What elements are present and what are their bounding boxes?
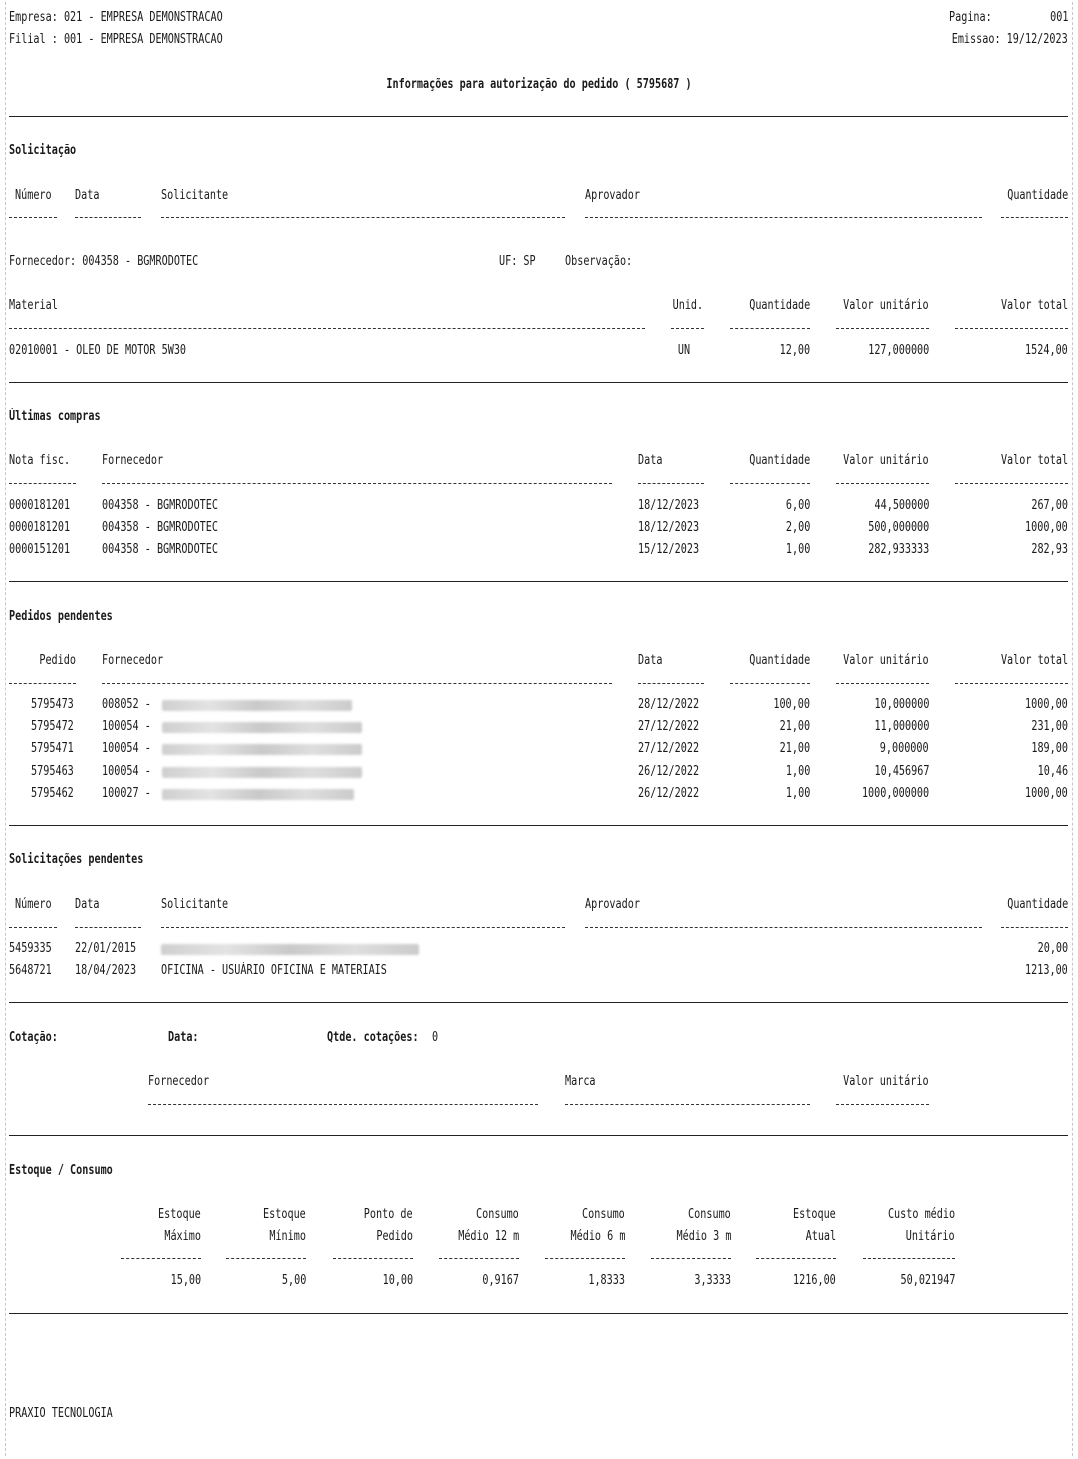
col-solicitante: Solicitante — [161, 897, 229, 912]
col-underline — [730, 483, 810, 484]
col-numero: Número — [15, 897, 52, 912]
pedido-valor-total: 1000,00 — [1025, 786, 1068, 801]
compra-quantidade: 6,00 — [785, 498, 810, 513]
col-underline — [9, 683, 76, 684]
col-valor-unitario: Valor unitário — [843, 1074, 929, 1089]
col-underline — [836, 1104, 929, 1105]
pedido-quantidade: 1,00 — [785, 764, 810, 779]
solicitacao-solicitante: OFICINA - USUÁRIO OFICINA E MATERIAIS — [161, 963, 387, 978]
col-underline — [730, 683, 810, 684]
solicitacao-quantidade: 20,00 — [1037, 941, 1068, 956]
col-underline — [545, 1258, 625, 1259]
material-unid: UN — [677, 343, 691, 358]
estoque-header-line2: Médio 12 m — [457, 1229, 519, 1244]
estoque-value: 5,00 — [281, 1273, 306, 1288]
col-underline — [161, 927, 565, 928]
compra-nota: 0000181201 — [9, 498, 71, 513]
col-underline — [651, 1258, 731, 1259]
col-numero: Número — [15, 188, 52, 203]
estoque-header-line1: Estoque — [158, 1207, 201, 1222]
section-title-solicitacao: Solicitação — [9, 143, 77, 158]
compra-valor-unitario: 44,500000 — [874, 498, 929, 513]
section-title-ultimas-compras: Últimas compras — [9, 409, 101, 424]
pedido-valor-total: 189,00 — [1031, 741, 1068, 756]
pedido-valor-unitario: 11,000000 — [874, 719, 929, 734]
estoque-value: 1,8333 — [588, 1273, 625, 1288]
pedido-numero: 5795473 — [31, 697, 74, 712]
col-material: Material — [9, 298, 58, 313]
col-valor-total: Valor total — [1000, 453, 1068, 468]
cotacao-qtde-value: 0 — [432, 1030, 439, 1045]
pedido-fornecedor: 100027 - — [102, 786, 151, 801]
compra-valor-total: 267,00 — [1031, 498, 1068, 513]
pedido-quantidade: 1,00 — [785, 786, 810, 801]
col-underline — [730, 328, 810, 329]
compra-fornecedor: 004358 - BGMRODOTEC — [102, 520, 219, 535]
col-data: Data — [638, 653, 663, 668]
col-underline — [955, 483, 1068, 484]
compra-nota: 0000151201 — [9, 542, 71, 557]
compra-nota: 0000181201 — [9, 520, 71, 535]
col-underline — [9, 927, 57, 928]
col-quantidade: Quantidade — [748, 653, 810, 668]
pedido-valor-unitario: 1000,000000 — [861, 786, 929, 801]
col-underline — [836, 328, 929, 329]
estoque-header-line1: Ponto de — [364, 1207, 413, 1222]
section-title-estoque: Estoque / Consumo — [9, 1163, 113, 1178]
estoque-header-line2: Médio 3 m — [676, 1229, 731, 1244]
col-fornecedor: Fornecedor — [148, 1074, 210, 1089]
estoque-header-line1: Estoque — [263, 1207, 306, 1222]
compra-fornecedor: 004358 - BGMRODOTEC — [102, 498, 219, 513]
col-underline — [671, 328, 704, 329]
solicitacao-numero: 5459335 — [9, 941, 52, 956]
estoque-header-line1: Consumo — [476, 1207, 519, 1222]
header-empresa: Empresa: 021 - EMPRESA DEMONSTRACAO — [9, 10, 223, 25]
pedido-quantidade: 21,00 — [779, 741, 810, 756]
estoque-header-line1: Consumo — [688, 1207, 731, 1222]
estoque-header-line2: Mínimo — [269, 1229, 306, 1244]
fornecedor-uf: UF: SP — [499, 254, 536, 269]
pedido-fornecedor: 100054 - — [102, 719, 151, 734]
fornecedor-label: Fornecedor: 004358 - BGMRODOTEC — [9, 254, 199, 269]
col-fornecedor: Fornecedor — [102, 453, 164, 468]
compra-data: 18/12/2023 — [638, 520, 700, 535]
material-valor-total: 1524,00 — [1025, 343, 1068, 358]
pedido-numero: 5795472 — [31, 719, 74, 734]
section-title-pedidos-pendentes: Pedidos pendentes — [9, 609, 113, 624]
col-underline — [75, 927, 141, 928]
pedido-valor-total: 231,00 — [1031, 719, 1068, 734]
pedido-numero: 5795463 — [31, 764, 74, 779]
estoque-header-line2: Médio 6 m — [570, 1229, 625, 1244]
divider — [9, 581, 1068, 582]
col-marca: Marca — [565, 1074, 596, 1089]
col-pedido: Pedido — [39, 653, 76, 668]
col-underline — [756, 1258, 836, 1259]
pedido-fornecedor: 008052 - — [102, 697, 151, 712]
header-emissao: Emissao: 19/12/2023 — [951, 32, 1068, 47]
redacted-text — [162, 722, 362, 733]
pedido-fornecedor: 100054 - — [102, 764, 151, 779]
pedido-data: 27/12/2022 — [638, 719, 700, 734]
col-underline — [9, 328, 645, 329]
col-valor-total: Valor total — [1000, 298, 1068, 313]
col-valor-total: Valor total — [1000, 653, 1068, 668]
estoque-header-line2: Máximo — [164, 1229, 201, 1244]
pedido-valor-unitario: 9,000000 — [880, 741, 929, 756]
page-title: Informações para autorização do pedido ( 5795687 ) — [386, 77, 692, 92]
col-underline — [226, 1258, 306, 1259]
redacted-text — [162, 700, 352, 711]
footer-company: PRAXIO TECNOLOGIA — [9, 1406, 113, 1421]
col-quantidade: Quantidade — [748, 453, 810, 468]
col-underline — [121, 1258, 201, 1259]
header-pagina-value: 001 — [1049, 10, 1068, 25]
col-data: Data — [75, 188, 100, 203]
col-underline — [1001, 217, 1068, 218]
col-underline — [836, 683, 929, 684]
col-underline — [333, 1258, 413, 1259]
col-underline — [585, 217, 982, 218]
col-quantidade: Quantidade — [748, 298, 810, 313]
redacted-text — [162, 744, 362, 755]
pedido-data: 26/12/2022 — [638, 764, 700, 779]
material-name: 02010001 - OLEO DE MOTOR 5W30 — [9, 343, 187, 358]
col-underline — [565, 1104, 810, 1105]
pedido-quantidade: 100,00 — [773, 697, 810, 712]
col-underline — [638, 683, 704, 684]
pedido-numero: 5795471 — [31, 741, 74, 756]
col-nota-fisc: Nota fisc. — [9, 453, 71, 468]
cotacao-data-label: Data: — [168, 1030, 199, 1045]
col-quantidade: Quantidade — [1006, 188, 1068, 203]
col-underline — [9, 217, 57, 218]
estoque-header-line1: Custo médio — [887, 1207, 955, 1222]
col-underline — [148, 1104, 538, 1105]
header-filial: Filial : 001 - EMPRESA DEMONSTRACAO — [9, 32, 223, 47]
cotacao-qtde-label: Qtde. cotações: — [327, 1030, 419, 1045]
pedido-data: 27/12/2022 — [638, 741, 700, 756]
col-quantidade: Quantidade — [1006, 897, 1068, 912]
pedido-numero: 5795462 — [31, 786, 74, 801]
col-underline — [638, 483, 704, 484]
estoque-header-line2: Unitário — [906, 1229, 955, 1244]
compra-data: 18/12/2023 — [638, 498, 700, 513]
pedido-valor-total: 1000,00 — [1025, 697, 1068, 712]
divider — [9, 1135, 1068, 1136]
compra-data: 15/12/2023 — [638, 542, 700, 557]
fornecedor-observacao: Observação: — [565, 254, 633, 269]
col-underline — [102, 483, 612, 484]
estoque-value: 3,3333 — [694, 1273, 731, 1288]
col-underline — [955, 683, 1068, 684]
compra-quantidade: 2,00 — [785, 520, 810, 535]
divider — [9, 116, 1068, 117]
redacted-text — [162, 767, 362, 778]
material-quantidade: 12,00 — [779, 343, 810, 358]
divider — [9, 382, 1068, 383]
col-aprovador: Aprovador — [585, 897, 640, 912]
col-valor-unitario: Valor unitário — [843, 653, 929, 668]
divider — [9, 1313, 1068, 1314]
col-underline — [836, 483, 929, 484]
compra-valor-unitario: 500,000000 — [867, 520, 929, 535]
estoque-header-line1: Consumo — [582, 1207, 625, 1222]
col-underline — [1001, 927, 1068, 928]
pedido-valor-total: 10,46 — [1037, 764, 1068, 779]
col-underline — [955, 328, 1068, 329]
compra-quantidade: 1,00 — [785, 542, 810, 557]
pedido-fornecedor: 100054 - — [102, 741, 151, 756]
section-title-solicitacoes-pendentes: Solicitações pendentes — [9, 852, 144, 867]
col-underline — [863, 1258, 955, 1259]
compra-valor-total: 282,93 — [1031, 542, 1068, 557]
divider — [9, 1002, 1068, 1003]
compra-valor-total: 1000,00 — [1025, 520, 1068, 535]
solicitacao-data: 18/04/2023 — [75, 963, 137, 978]
col-underline — [102, 683, 612, 684]
col-solicitante: Solicitante — [161, 188, 229, 203]
col-data: Data — [638, 453, 663, 468]
col-valor-unitario: Valor unitário — [843, 298, 929, 313]
pedido-valor-unitario: 10,456967 — [874, 764, 929, 779]
estoque-value: 10,00 — [382, 1273, 413, 1288]
col-data: Data — [75, 897, 100, 912]
redacted-text — [162, 789, 354, 800]
pedido-quantidade: 21,00 — [779, 719, 810, 734]
pedido-data: 28/12/2022 — [638, 697, 700, 712]
estoque-value: 50,021947 — [900, 1273, 955, 1288]
material-valor-unitario: 127,000000 — [867, 343, 929, 358]
col-underline — [439, 1258, 519, 1259]
estoque-header-line2: Pedido — [376, 1229, 413, 1244]
redacted-text — [161, 944, 419, 955]
compra-valor-unitario: 282,933333 — [867, 542, 929, 557]
estoque-value: 15,00 — [170, 1273, 201, 1288]
col-underline — [75, 217, 141, 218]
solicitacao-quantidade: 1213,00 — [1025, 963, 1068, 978]
pedido-data: 26/12/2022 — [638, 786, 700, 801]
col-underline — [161, 217, 565, 218]
solicitacao-data: 22/01/2015 — [75, 941, 137, 956]
compra-fornecedor: 004358 - BGMRODOTEC — [102, 542, 219, 557]
col-fornecedor: Fornecedor — [102, 653, 164, 668]
estoque-value: 0,9167 — [482, 1273, 519, 1288]
col-underline — [585, 927, 982, 928]
estoque-header-line1: Estoque — [793, 1207, 836, 1222]
pedido-valor-unitario: 10,000000 — [874, 697, 929, 712]
col-aprovador: Aprovador — [585, 188, 640, 203]
solicitacao-numero: 5648721 — [9, 963, 52, 978]
col-unid: Unid. — [672, 298, 703, 313]
col-underline — [9, 483, 76, 484]
estoque-header-line2: Atual — [805, 1229, 836, 1244]
col-valor-unitario: Valor unitário — [843, 453, 929, 468]
divider — [9, 825, 1068, 826]
estoque-value: 1216,00 — [793, 1273, 836, 1288]
header-pagina-label: Pagina: — [949, 10, 992, 25]
cotacao-label: Cotação: — [9, 1030, 58, 1045]
